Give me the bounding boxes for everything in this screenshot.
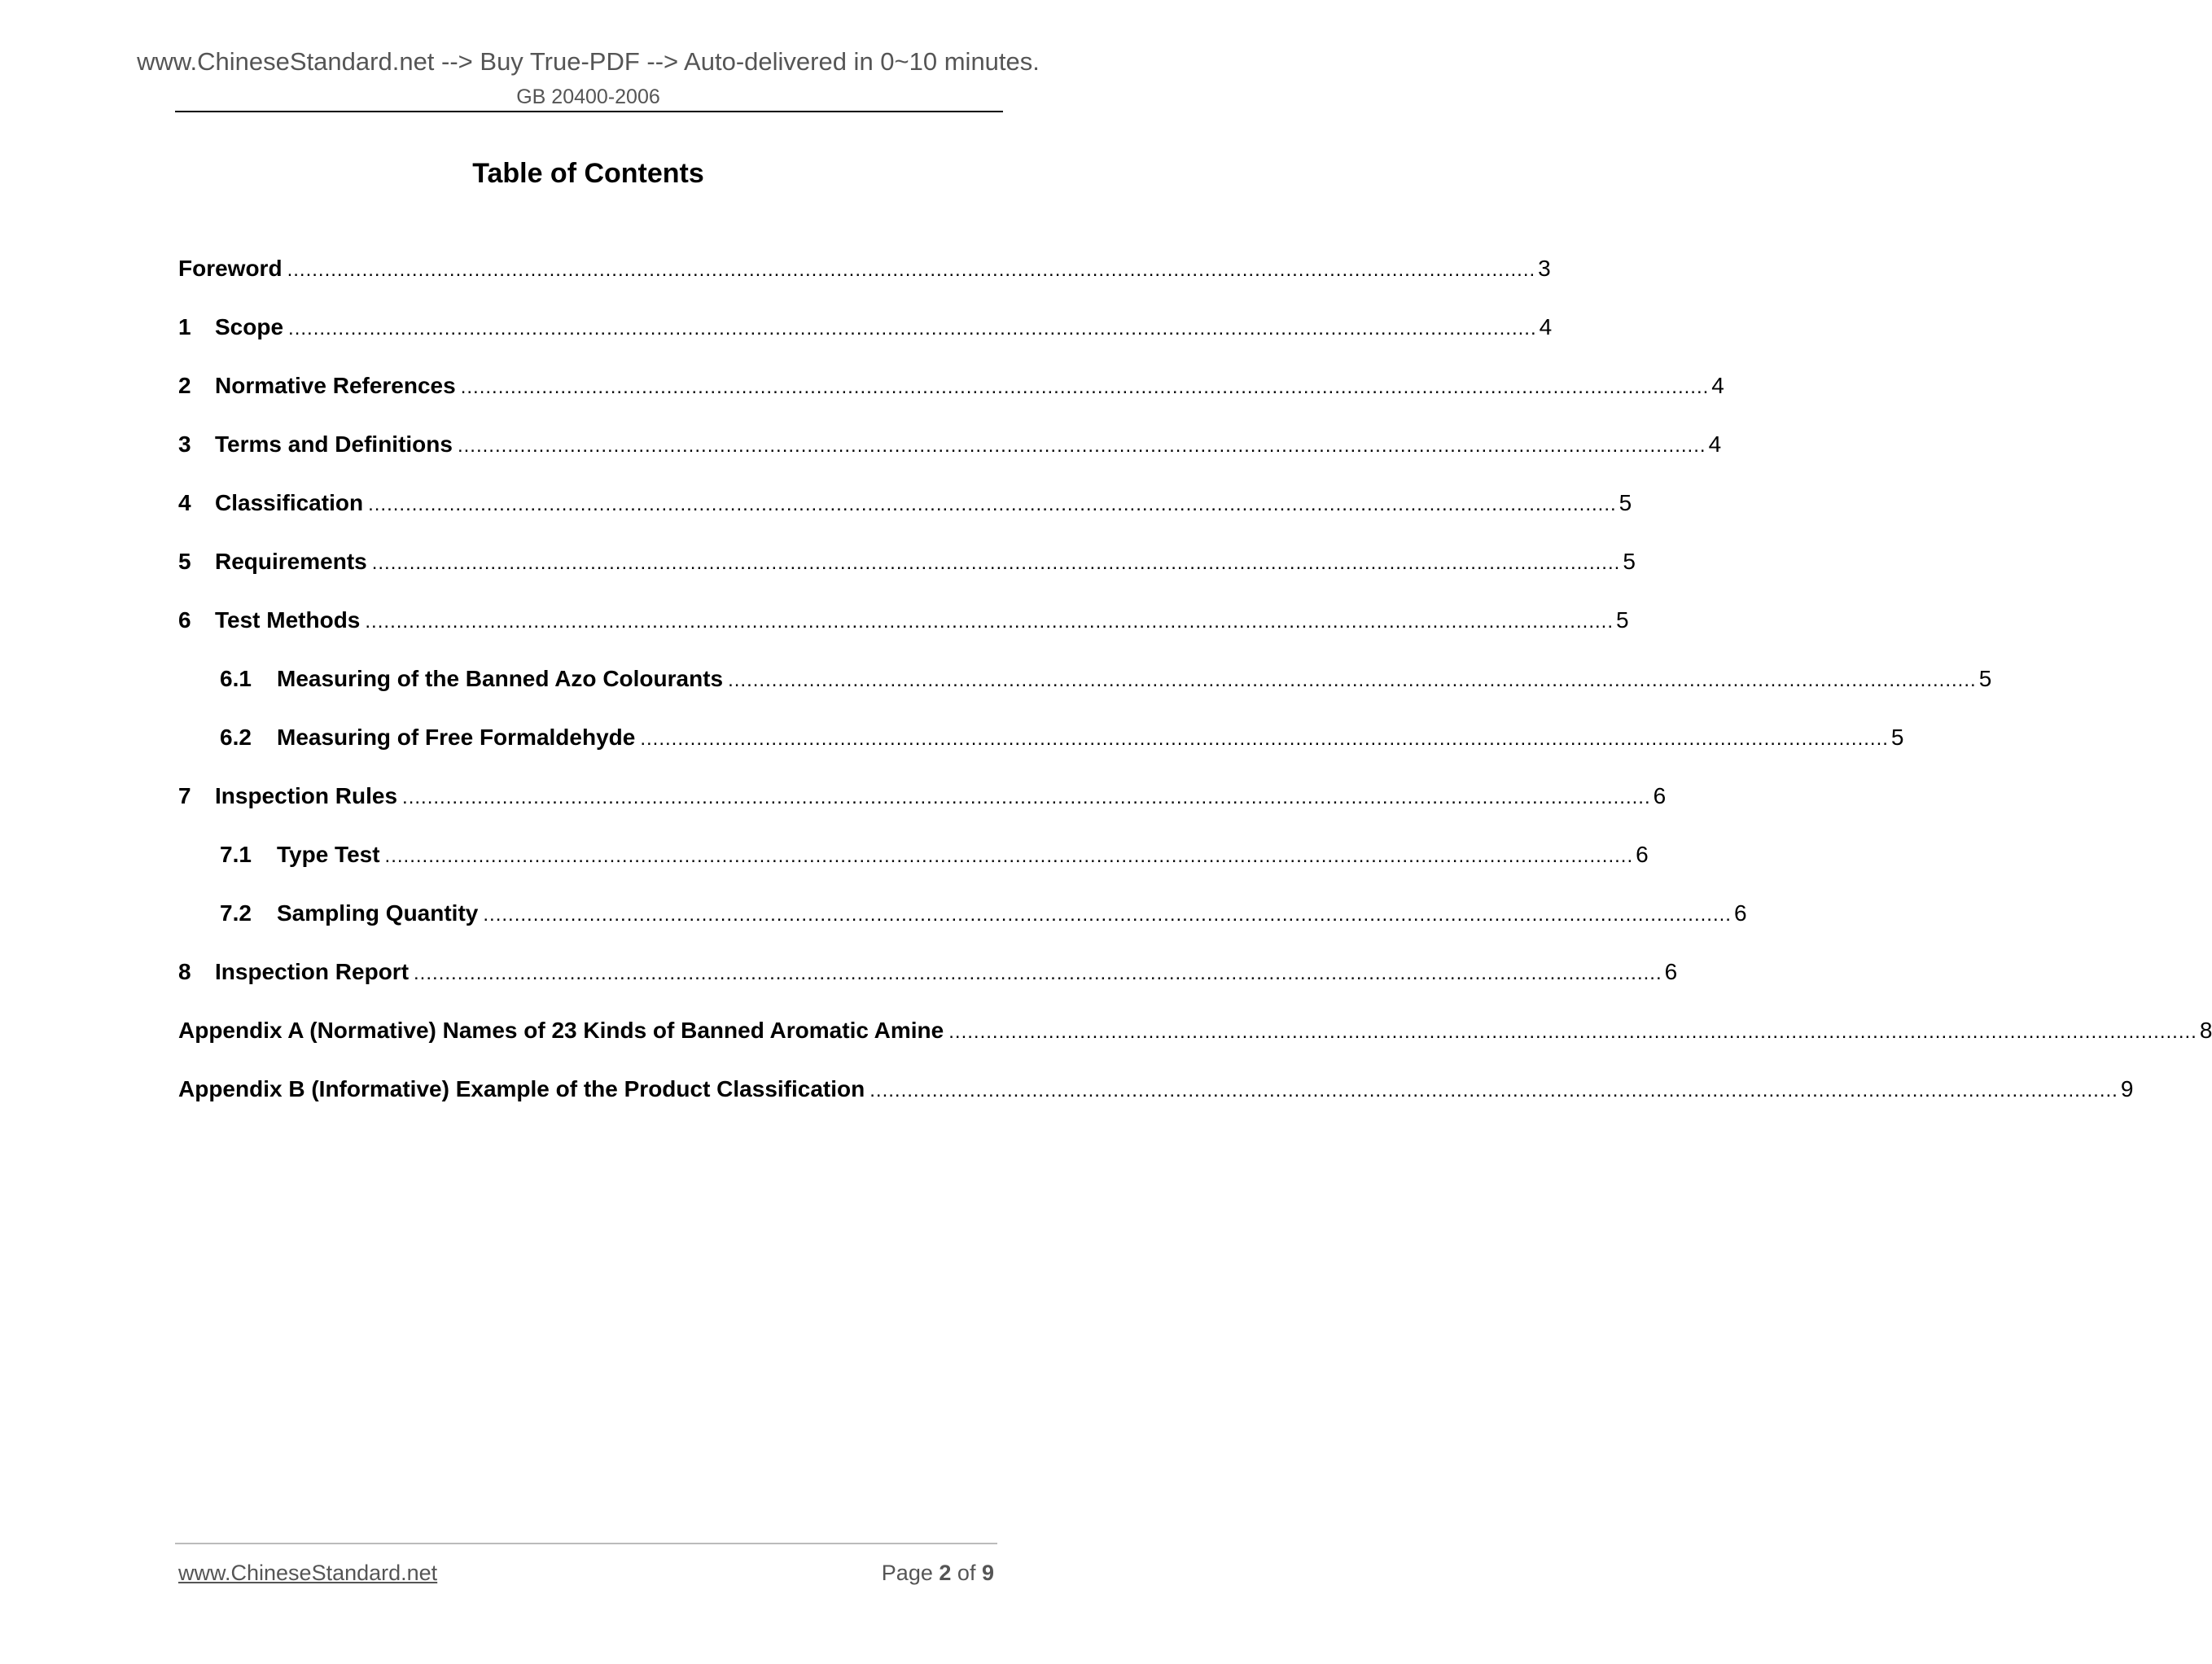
toc-entry-appendix-b[interactable] bbox=[178, 1073, 2134, 1132]
dot-leader: ........................................................................................................................................................................................................ bbox=[384, 845, 1634, 867]
toc-entry-page: 6 bbox=[1733, 900, 1747, 926]
toc-entry-page: 5 bbox=[1618, 490, 1632, 515]
toc-entry-test-methods[interactable] bbox=[178, 604, 1629, 663]
toc-entry-page: 5 bbox=[1623, 549, 1636, 574]
toc-entry-page: 6 bbox=[1664, 959, 1678, 984]
dot-leader: ........................................................................................................................................................................................................ bbox=[640, 728, 1889, 750]
toc-entry-page: 8 bbox=[2199, 1018, 2212, 1043]
header-banner: www.ChineseStandard.net --> Buy True-PDF --> Auto-delivered in 0~10 minutes. bbox=[137, 47, 1040, 76]
toc-entry-page: 5 bbox=[1615, 607, 1629, 633]
toc-entry-appendix-a[interactable] bbox=[178, 1014, 2212, 1073]
dot-leader: ........................................................................................................................................................................................................ bbox=[948, 1021, 2197, 1043]
toc-entry-number: 6.1 bbox=[220, 666, 252, 691]
footer-divider bbox=[175, 1543, 997, 1544]
page-of: of bbox=[957, 1561, 976, 1585]
dot-leader: ........................................................................................................................................................................................................ bbox=[287, 259, 1536, 281]
toc-entry-normative-references[interactable] bbox=[178, 370, 1724, 428]
dot-leader: ........................................................................................................................................................................................................ bbox=[460, 376, 1710, 398]
toc-entry-number: 1 bbox=[178, 314, 191, 339]
toc-entry-number: 7.1 bbox=[220, 842, 252, 867]
toc-entry-number: 6 bbox=[178, 607, 191, 633]
toc-entry-number: 8 bbox=[178, 959, 191, 984]
toc-entry-label: Scope bbox=[215, 314, 284, 339]
dot-leader: ........................................................................................................................................................................................................ bbox=[728, 669, 1977, 691]
dot-leader: ........................................................................................................................................................................................................ bbox=[414, 962, 1662, 984]
toc-entry-number: 7 bbox=[178, 783, 191, 808]
toc-entry-requirements[interactable] bbox=[178, 545, 1636, 604]
toc-entry-number: 3 bbox=[178, 431, 191, 457]
dot-leader: ........................................................................................................................................................................................................ bbox=[402, 786, 1651, 808]
toc-entry-sampling-quantity[interactable] bbox=[178, 897, 1747, 956]
toc-entry-type-test[interactable] bbox=[178, 839, 1649, 897]
toc-entry-label: Classification bbox=[215, 490, 364, 515]
toc-entry-label: Type Test bbox=[277, 842, 380, 867]
toc-entry-inspection-rules[interactable] bbox=[178, 780, 1667, 839]
toc-entry-label: Appendix B (Informative) Example of the Product Classification bbox=[178, 1076, 865, 1101]
dot-leader: ........................................................................................................................................................................................................ bbox=[371, 552, 1621, 574]
toc-entry-page: 5 bbox=[1890, 725, 1904, 750]
toc-entry-scope[interactable] bbox=[178, 311, 1553, 370]
toc-entry-label: Terms and Definitions bbox=[215, 431, 453, 457]
page-title: Table of Contents bbox=[472, 158, 704, 189]
toc-entry-inspection-report[interactable] bbox=[178, 956, 1678, 1014]
toc-entry-label: Appendix A (Normative) Names of 23 Kinds of Banned Aromatic Amine bbox=[178, 1018, 944, 1043]
toc-entry-free-formaldehyde[interactable] bbox=[178, 721, 1904, 780]
toc-entry-page: 3 bbox=[1538, 256, 1551, 281]
toc-entry-label: Test Methods bbox=[215, 607, 361, 633]
dot-leader: ........................................................................................................................................................................................................ bbox=[869, 1079, 2118, 1101]
dot-leader: ........................................................................................................................................................................................................ bbox=[368, 493, 1617, 515]
toc-entry-page: 9 bbox=[2120, 1076, 2134, 1101]
dot-leader: ........................................................................................................................................................................................................ bbox=[288, 317, 1537, 339]
dot-leader: ........................................................................................................................................................................................................ bbox=[483, 904, 1732, 926]
dot-leader: ........................................................................................................................................................................................................ bbox=[457, 435, 1706, 457]
toc-entry-terms-and-definitions[interactable] bbox=[178, 428, 1722, 487]
toc-entry-number: 4 bbox=[178, 490, 191, 515]
toc-entry-page: 4 bbox=[1708, 431, 1722, 457]
table-of-contents bbox=[178, 252, 2212, 1132]
toc-entry-label: Measuring of the Banned Azo Colourants bbox=[277, 666, 724, 691]
toc-entry-label: Inspection Rules bbox=[215, 783, 398, 808]
toc-entry-page: 6 bbox=[1653, 783, 1667, 808]
toc-entry-number: 7.2 bbox=[220, 900, 252, 926]
toc-entry-classification[interactable] bbox=[178, 487, 1632, 545]
footer-website-link[interactable]: www.ChineseStandard.net bbox=[178, 1561, 438, 1585]
current-page-number: 2 bbox=[939, 1561, 952, 1585]
toc-entry-page: 4 bbox=[1711, 373, 1724, 398]
header-divider bbox=[175, 111, 1003, 112]
page-indicator bbox=[882, 1558, 994, 1587]
toc-entry-label: Inspection Report bbox=[215, 959, 410, 984]
toc-entry-label: Requirements bbox=[215, 549, 367, 574]
total-page-count: 9 bbox=[981, 1561, 994, 1585]
toc-entry-page: 5 bbox=[1978, 666, 1992, 691]
toc-entry-banned-azo-colourants[interactable] bbox=[178, 663, 1992, 721]
standard-code: GB 20400-2006 bbox=[516, 85, 660, 108]
toc-entry-label: Measuring of Free Formaldehyde bbox=[277, 725, 636, 750]
toc-entry-label: Sampling Quantity bbox=[277, 900, 479, 926]
toc-entry-number: 5 bbox=[178, 549, 191, 574]
dot-leader: ........................................................................................................................................................................................................ bbox=[365, 611, 1614, 633]
toc-entry-foreword[interactable] bbox=[178, 252, 1551, 311]
toc-entry-number: 6.2 bbox=[220, 725, 252, 750]
toc-entry-page: 6 bbox=[1636, 842, 1649, 867]
toc-entry-label: Foreword bbox=[178, 256, 283, 281]
toc-entry-page: 4 bbox=[1539, 314, 1553, 339]
page-prefix: Page bbox=[881, 1561, 933, 1585]
toc-entry-label: Normative References bbox=[215, 373, 456, 398]
toc-entry-number: 2 bbox=[178, 373, 191, 398]
